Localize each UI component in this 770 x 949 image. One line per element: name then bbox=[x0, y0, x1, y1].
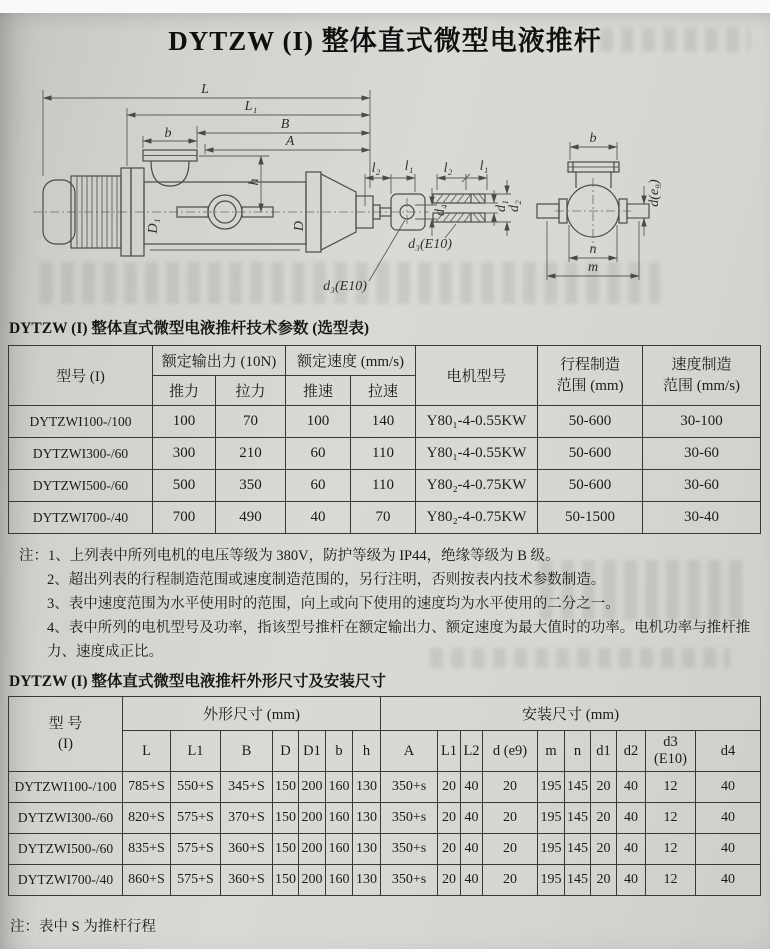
column-group-install: 安装尺寸 (mm) bbox=[381, 697, 761, 731]
cell: 130 bbox=[353, 865, 381, 896]
cell: 50-1500 bbox=[538, 502, 643, 534]
cell: 195 bbox=[538, 834, 565, 865]
cell: 575+S bbox=[171, 834, 221, 865]
cell: 350+s bbox=[381, 865, 438, 896]
cell-model: DYTZWI500-/60 bbox=[9, 470, 153, 502]
note-line: 2、超出列表的行程制造范围或速度制造范围的，另行注明，否则按表内技术参数制造。 bbox=[47, 572, 606, 588]
cell: 150 bbox=[273, 865, 299, 896]
cell: 60 bbox=[286, 438, 351, 470]
model-header-line2: (I) bbox=[58, 736, 73, 752]
column-header: A bbox=[381, 731, 438, 772]
cell: 195 bbox=[538, 772, 565, 803]
cell-model: DYTZWI700-/40 bbox=[9, 865, 123, 896]
column-header: m bbox=[538, 731, 565, 772]
notes-block bbox=[10, 544, 752, 664]
cell: 30-100 bbox=[643, 406, 761, 438]
cell: 20 bbox=[483, 772, 538, 803]
cell: 40 bbox=[696, 865, 761, 896]
dim-label-h: h bbox=[247, 178, 262, 186]
cell: 20 bbox=[591, 803, 617, 834]
column-header: d3 (E10) bbox=[646, 731, 696, 772]
cell: 20 bbox=[591, 834, 617, 865]
page-title: DYTZW (I) 整体直式微型电液推杆 bbox=[168, 26, 602, 56]
cell: 300 bbox=[153, 438, 216, 470]
cell: 360+S bbox=[221, 865, 273, 896]
cell: 20 bbox=[483, 803, 538, 834]
cell: 50-600 bbox=[538, 438, 643, 470]
note-prefix: 注： bbox=[19, 548, 48, 564]
column-header-rated-speed: 额定速度 (mm/s) bbox=[286, 346, 416, 376]
cell: 40 bbox=[696, 803, 761, 834]
column-header: L bbox=[123, 731, 171, 772]
dim-label-de9: d(e₉) bbox=[647, 179, 662, 207]
dim-label-L: L bbox=[201, 82, 209, 97]
cell: 700 bbox=[153, 502, 216, 534]
cell: 575+S bbox=[171, 803, 221, 834]
cell: 145 bbox=[565, 803, 591, 834]
column-header: B bbox=[221, 731, 273, 772]
column-header: d1 bbox=[591, 731, 617, 772]
dim-label-D1: D₁ bbox=[146, 218, 161, 234]
table2-caption: DYTZW (I) 整体直式微型电液推杆外形尺寸及安装尺寸 bbox=[9, 673, 386, 690]
column-header-rated-force: 额定输出力 (10N) bbox=[153, 346, 286, 376]
table-row bbox=[9, 438, 761, 470]
column-header: L1 bbox=[438, 731, 461, 772]
cell: 210 bbox=[216, 438, 286, 470]
cell: 350+s bbox=[381, 834, 438, 865]
cell: 40 bbox=[617, 834, 646, 865]
cell: 200 bbox=[299, 803, 326, 834]
cell: 200 bbox=[299, 772, 326, 803]
cell: 20 bbox=[438, 865, 461, 896]
end-view-drawing bbox=[537, 131, 662, 280]
cell-motor: Y80₂-4-0.75KW bbox=[416, 502, 538, 534]
cell: 150 bbox=[273, 772, 299, 803]
cell: 20 bbox=[438, 834, 461, 865]
cell: 490 bbox=[216, 502, 286, 534]
cell: 20 bbox=[483, 834, 538, 865]
cell: 350+s bbox=[381, 772, 438, 803]
column-header: D bbox=[273, 731, 299, 772]
table-row bbox=[9, 865, 761, 896]
dim-label-l1: l₁ bbox=[404, 159, 414, 174]
cell: 20 bbox=[438, 772, 461, 803]
note-line: 4、表中所列的电机型号及功率，指该型号推杆在额定输出力、额定速度为最大值时的功率。电机功率与推杆推力、速度成正比。 bbox=[47, 620, 751, 660]
cell: 360+S bbox=[221, 834, 273, 865]
cell: 12 bbox=[646, 865, 696, 896]
note-text: 1、上列表中所列电机的电压等级为 380V，防护等级为 IP44，绝缘等级为 B 级。 bbox=[48, 548, 560, 564]
cell: 100 bbox=[153, 406, 216, 438]
cell: 150 bbox=[273, 834, 299, 865]
cell: 50-600 bbox=[538, 406, 643, 438]
dim-label-m: m bbox=[587, 260, 599, 275]
dimensions-table bbox=[8, 696, 761, 896]
cell: 70 bbox=[351, 502, 416, 534]
cell: 550+S bbox=[171, 772, 221, 803]
cell: 860+S bbox=[123, 865, 171, 896]
column-header: d (e9) bbox=[483, 731, 538, 772]
column-group-outline: 外形尺寸 (mm) bbox=[123, 697, 381, 731]
cell: 835+S bbox=[123, 834, 171, 865]
dim-label-B: B bbox=[280, 117, 290, 132]
stroke-range-line2: 范围 (mm) bbox=[556, 377, 624, 394]
cell: 40 bbox=[696, 834, 761, 865]
column-header: d2 bbox=[617, 731, 646, 772]
cell: 30-40 bbox=[643, 502, 761, 534]
cell: 195 bbox=[538, 803, 565, 834]
cell-motor: Y80₁-4-0.55KW bbox=[416, 406, 538, 438]
cell: 200 bbox=[299, 865, 326, 896]
cell: 350+s bbox=[381, 803, 438, 834]
cell: 30-60 bbox=[643, 470, 761, 502]
column-header-model bbox=[9, 697, 123, 772]
column-header-stroke-range bbox=[538, 346, 643, 406]
column-header-push-force: 推力 bbox=[153, 376, 216, 406]
table-row bbox=[9, 772, 761, 803]
dim-label-d1: d₁ bbox=[494, 200, 509, 212]
model-header-line1: 型 号 bbox=[48, 715, 83, 732]
cell: 110 bbox=[351, 438, 416, 470]
cell: 150 bbox=[273, 803, 299, 834]
note-line bbox=[10, 544, 752, 568]
dim-label-b: b bbox=[164, 126, 172, 141]
cell: 500 bbox=[153, 470, 216, 502]
cell: 40 bbox=[617, 865, 646, 896]
speed-range-line1: 速度制造 bbox=[671, 357, 732, 374]
cell: 145 bbox=[565, 834, 591, 865]
spec-table bbox=[8, 345, 761, 534]
cell: 60 bbox=[286, 470, 351, 502]
dim-label-d3: d₃(E10) bbox=[323, 279, 367, 294]
cell: 40 bbox=[461, 772, 483, 803]
cell-motor: Y80₂-4-0.75KW bbox=[416, 470, 538, 502]
dim-label-d4: d₄ bbox=[433, 204, 448, 216]
cell: 50-600 bbox=[538, 470, 643, 502]
cell: 12 bbox=[646, 834, 696, 865]
dim-label-l2: l₂ bbox=[371, 161, 381, 176]
column-header: n bbox=[565, 731, 591, 772]
header-row bbox=[9, 697, 761, 731]
cell: 20 bbox=[591, 865, 617, 896]
dim-label-d2: d₂ bbox=[507, 200, 522, 212]
cell: 370+S bbox=[221, 803, 273, 834]
column-header: b bbox=[326, 731, 353, 772]
dim-label-d3: d₃(E10) bbox=[408, 237, 452, 252]
cell: 20 bbox=[591, 772, 617, 803]
table-row bbox=[9, 803, 761, 834]
dim-label-l1: l₁ bbox=[479, 159, 489, 174]
cell: 130 bbox=[353, 834, 381, 865]
column-header: h bbox=[353, 731, 381, 772]
stroke-range-line1: 行程制造 bbox=[560, 357, 621, 374]
cell: 350 bbox=[216, 470, 286, 502]
column-header: d4 bbox=[696, 731, 761, 772]
dim-label-l2: l₂ bbox=[443, 161, 453, 176]
column-header-motor: 电机型号 bbox=[416, 346, 538, 406]
table-row bbox=[9, 834, 761, 865]
column-header-pull-speed: 拉速 bbox=[351, 376, 416, 406]
cell: 145 bbox=[565, 772, 591, 803]
cell: 820+S bbox=[123, 803, 171, 834]
cell-model: DYTZWI100-/100 bbox=[9, 406, 153, 438]
dim-label-A: A bbox=[285, 134, 295, 149]
cell: 110 bbox=[351, 470, 416, 502]
note-line: 3、表中速度范围为水平使用时的范围，向上或向下使用的速度均为水平使用的二分之一。 bbox=[47, 596, 620, 612]
cell: 20 bbox=[483, 865, 538, 896]
cell: 20 bbox=[438, 803, 461, 834]
cell: 145 bbox=[565, 865, 591, 896]
cell: 40 bbox=[696, 772, 761, 803]
cell: 160 bbox=[326, 803, 353, 834]
dim-label-b: b bbox=[589, 131, 597, 146]
cell-model: DYTZWI700-/40 bbox=[9, 502, 153, 534]
column-header: L2 bbox=[461, 731, 483, 772]
cell: 40 bbox=[286, 502, 351, 534]
column-header: D1 bbox=[299, 731, 326, 772]
cell: 785+S bbox=[123, 772, 171, 803]
cell-model: DYTZWI500-/60 bbox=[9, 834, 123, 865]
cell: 70 bbox=[216, 406, 286, 438]
column-header-push-speed: 推速 bbox=[286, 376, 351, 406]
cell: 40 bbox=[461, 865, 483, 896]
column-header: L1 bbox=[171, 731, 221, 772]
cell: 40 bbox=[461, 834, 483, 865]
cell: 40 bbox=[617, 803, 646, 834]
dim-label-n: n bbox=[589, 242, 597, 257]
cell: 160 bbox=[326, 834, 353, 865]
cell: 160 bbox=[326, 865, 353, 896]
cell-model: DYTZWI300-/60 bbox=[9, 803, 123, 834]
table-row bbox=[9, 406, 761, 438]
cell: 40 bbox=[461, 803, 483, 834]
cell: 100 bbox=[286, 406, 351, 438]
cell: 195 bbox=[538, 865, 565, 896]
cell: 40 bbox=[617, 772, 646, 803]
cell: 160 bbox=[326, 772, 353, 803]
speed-range-line2: 范围 (mm/s) bbox=[662, 377, 741, 394]
dim-label-D: D bbox=[292, 220, 307, 232]
header-row bbox=[9, 346, 761, 376]
bottom-note: 注：表中 S 为推杆行程 bbox=[10, 919, 156, 935]
technical-drawing bbox=[25, 78, 745, 313]
column-header-pull-force: 拉力 bbox=[216, 376, 286, 406]
side-view-drawing bbox=[33, 82, 448, 294]
cell: 200 bbox=[299, 834, 326, 865]
table1-caption: DYTZW (I) 整体直式微型电液推杆技术参数 (选型表) bbox=[9, 320, 370, 337]
cell: 130 bbox=[353, 772, 381, 803]
cell-model: DYTZWI300-/60 bbox=[9, 438, 153, 470]
cell-model: DYTZWI100-/100 bbox=[9, 772, 123, 803]
table-row bbox=[9, 470, 761, 502]
cell: 12 bbox=[646, 772, 696, 803]
column-header-speed-range bbox=[643, 346, 761, 406]
cell: 12 bbox=[646, 803, 696, 834]
cell: 130 bbox=[353, 803, 381, 834]
cell: 575+S bbox=[171, 865, 221, 896]
table-row bbox=[9, 502, 761, 534]
cell: 140 bbox=[351, 406, 416, 438]
cell: 30-60 bbox=[643, 438, 761, 470]
column-header-model: 型号 (I) bbox=[9, 346, 153, 406]
dim-label-L1: L₁ bbox=[244, 99, 258, 114]
cell: 345+S bbox=[221, 772, 273, 803]
cell-motor: Y80₁-4-0.55KW bbox=[416, 438, 538, 470]
